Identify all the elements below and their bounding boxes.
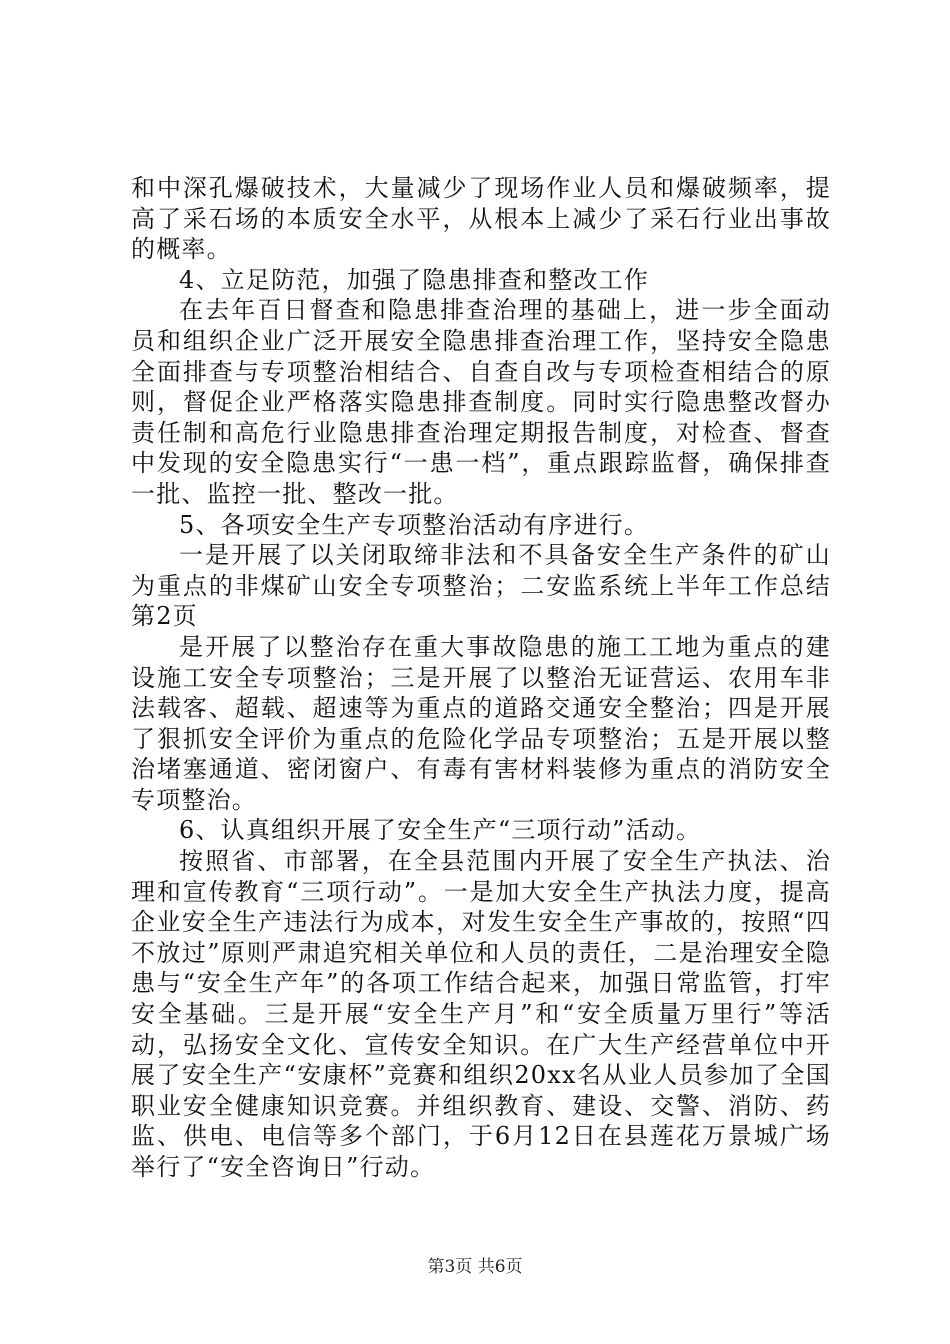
- paragraph-special-rectification: 一是开展了以关闭取缔非法和不具备安全生产条件的矿山为重点的非煤矿山安全专项整治；二安监系统上半年工作总结第2页: [131, 541, 831, 631]
- section-heading-6: 6、认真组织开展了安全生产“三项行动”活动。: [179, 816, 702, 845]
- section-heading-4: 4、立足防范，加强了隐患排查和整改工作: [179, 265, 650, 294]
- document-body: [131, 173, 831, 1183]
- page-footer: 第3页 共6页: [427, 1257, 523, 1277]
- paragraph-continuation: 和中深孔爆破技术，大量减少了现场作业人员和爆破频率，提高了采石场的本质安全水平，从根本上减少了采石行业出事故的概率。: [131, 174, 831, 264]
- paragraph-hazard-inspection: 在去年百日督查和隐患排查治理的基础上，进一步全面动员和组织企业广泛开展安全隐患排查治理工作，坚持安全隐患全面排查与专项整治相结合、自查自改与专项检查相结合的原则，督促企业严格落实隐患排查制度。同时实行隐患整改督办责任制和高危行业隐患排查治理定期报告制度，对检查、督查中发现的安全隐患实行“一患一档”，重点跟踪监督，确保排查一批、监控一批、整改一批。: [131, 296, 831, 508]
- section-heading-5: 5、各项安全生产专项整治活动有序进行。: [179, 510, 650, 539]
- paragraph-three-actions: 按照省、市部署，在全县范围内开展了安全生产执法、治理和宣传教育“三项行动”。一是加大安全生产执法力度，提高企业安全生产违法行为成本，对发生安全生产事故的，按照“四不放过”原则严肃追究相关单位和人员的责任，二是治理安全隐患与“安全生产年”的各项工作结合起来，加强日常监管，打牢安全基础。三是开展“安全生产月”和“安全质量万里行”等活动，弘扬安全文化、宣传安全知识。在广大生产经营单位中开展了安全生产“安康杯”竞赛和组织20xx名从业人员参加了全国职业安全健康知识竞赛。并组织教育、建设、交警、消防、药监、供电、电信等多个部门，于6月12日在县莲花万景城广场举行了“安全咨询日”行动。: [131, 847, 831, 1181]
- paragraph-rectification-continued: 是开展了以整治存在重大事故隐患的施工工地为重点的建设施工安全专项整治；三是开展了以整治无证营运、农用车非法载客、超载、超速等为重点的道路交通安全整治；四是开展了狠抓安全评价为重点的危险化学品专项整治；五是开展以整治堵塞通道、密闭窗户、有毒有害材料装修为重点的消防安全专项整治。: [131, 632, 831, 814]
